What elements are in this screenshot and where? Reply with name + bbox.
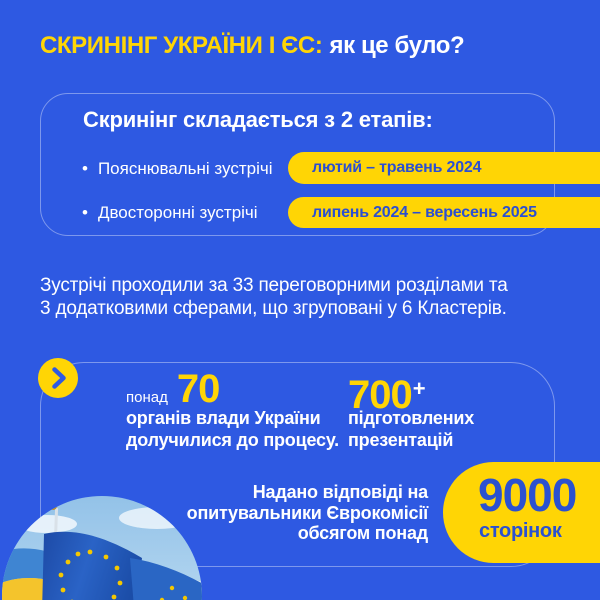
stage-item-explanatory — [82, 159, 273, 179]
pages-badge — [443, 462, 600, 563]
stat-presentations-value: 700+ — [348, 373, 425, 417]
stat-bodies-line-2: долучилися до процесу. — [126, 430, 339, 450]
pages-unit: сторінок — [479, 520, 562, 542]
survey-line-2: опитувальники Єврокомісії — [186, 502, 428, 523]
stage-item-label: Пояснювальні зустрічі — [97, 159, 273, 178]
survey-line-3: обсягом понад — [297, 523, 428, 543]
stat-presentations-plus: + — [412, 376, 425, 401]
period-pill-explanatory — [288, 152, 600, 184]
stat-bodies-prefix: понад — [126, 389, 168, 406]
stat-presentations-value-row — [348, 372, 425, 417]
stat-presentations-line-1: підготовлених — [348, 408, 475, 428]
period-pill-label: липень 2024 – вересень 2025 — [312, 203, 537, 221]
stages-heading: Скринінг складається з 2 етапів: — [83, 107, 433, 132]
stat-bodies-value: 70 — [176, 367, 220, 411]
stat-bodies-line-1: органів влади України — [126, 408, 321, 428]
survey-line-1: Надано відповіді на — [252, 482, 428, 502]
stage-item-label: Двосторонні зустрічі — [97, 203, 258, 222]
intro-line-2: 3 додатковими сферами, що згруповані у 6 Кластерів. — [40, 298, 507, 319]
period-pill-label: лютий – травень 2024 — [312, 159, 482, 176]
bullet-marker: • — [82, 159, 88, 178]
page-title-highlight: СКРИНІНГ УКРАЇНИ І ЄС: — [40, 32, 323, 59]
stage-item-bilateral — [82, 203, 258, 223]
pages-value: 9000 — [478, 469, 577, 521]
chevron-right-icon — [38, 358, 78, 398]
stat-presentations-description — [348, 407, 474, 451]
period-pill-bilateral — [288, 197, 600, 228]
page-title-rest: як це було? — [329, 32, 465, 59]
intro-line-1: Зустрічі проходили за 33 переговорними розділами та — [40, 275, 508, 296]
stat-bodies-value-row — [126, 367, 220, 411]
bullet-marker: • — [82, 203, 88, 222]
survey-note — [187, 482, 428, 544]
stat-bodies-description — [126, 407, 339, 451]
stat-presentations-line-2: презентацій — [348, 430, 454, 450]
intro-paragraph — [40, 274, 508, 320]
page-title — [40, 32, 464, 60]
chevron-badge — [38, 358, 78, 398]
